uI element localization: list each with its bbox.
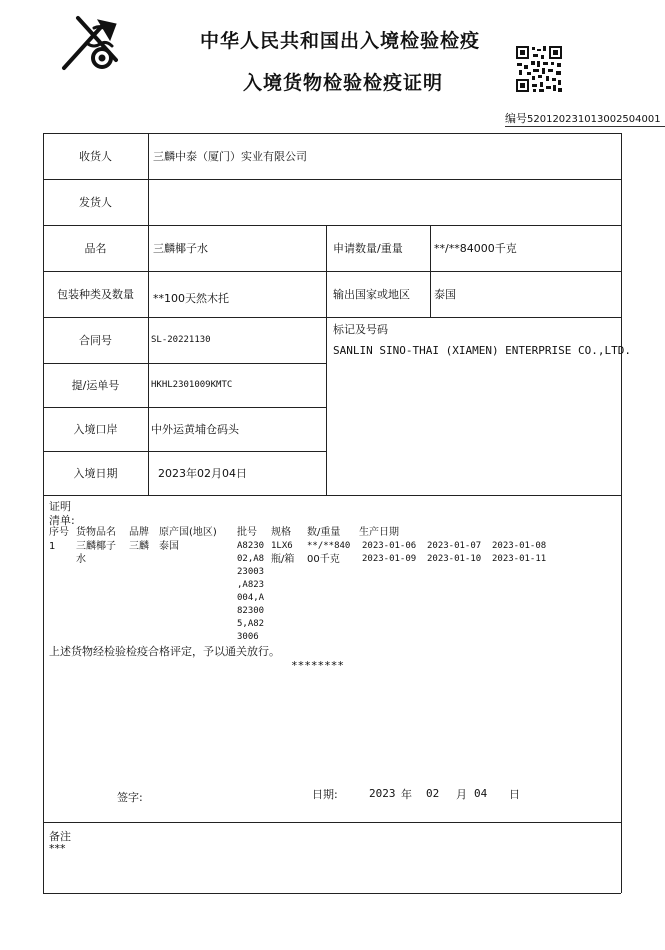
- quantity-label: 申请数量/重量: [333, 242, 403, 255]
- row-batch-line: 5,A82: [237, 619, 265, 629]
- col-name: 货物品名: [76, 527, 116, 538]
- entry-date-label: 入境日期: [73, 467, 118, 480]
- row-qty-line2: 00千克: [307, 554, 340, 565]
- entry-port-value: 中外运黄埔仓码头: [151, 423, 239, 436]
- row-date: 2023-01-06: [362, 541, 417, 551]
- table-row: [49, 540, 619, 650]
- signature-date-label: 日期:: [312, 788, 338, 801]
- goods-name-label: 品名: [84, 242, 107, 255]
- column-divider: [430, 225, 431, 317]
- signature-month-unit: 月: [456, 788, 467, 801]
- ciq-emblem-icon: [58, 14, 130, 76]
- row-qty-line1: **/**840: [307, 541, 351, 551]
- signature-label: 签字:: [117, 791, 143, 804]
- row-batch-line: A8230: [237, 541, 265, 551]
- certification-statement: 上述货物经检验检疫合格评定，予以通关放行。: [49, 645, 280, 658]
- row-divider: [43, 822, 621, 823]
- row-seq: 1: [49, 541, 56, 552]
- cert-no-underline: [505, 126, 665, 127]
- row-date: 2023-01-07: [427, 541, 482, 551]
- consignee-value: 三麟中泰（厦门）实业有限公司: [153, 150, 307, 163]
- signature-year: 2023: [369, 787, 396, 800]
- entry-port-label: 入境口岸: [73, 423, 118, 436]
- col-batch: 批号: [237, 527, 257, 538]
- document-title: 中华人民共和国出入境检验检疫: [200, 30, 481, 52]
- col-prod-date: 生产日期: [359, 527, 399, 538]
- row-name-line1: 三麟椰子: [76, 541, 116, 552]
- row-brand: 三麟: [129, 541, 149, 552]
- signature-day: 04: [474, 787, 488, 800]
- bill-of-lading-label: 提/运单号: [71, 379, 120, 392]
- col-brand: 品牌: [129, 527, 149, 538]
- signature-day-unit: 日: [509, 788, 520, 801]
- col-qty: 数/重量: [307, 527, 341, 538]
- row-name-line2: 水: [76, 554, 86, 565]
- col-spec: 规格: [271, 527, 291, 538]
- marks-value: SANLIN SINO-THAI (XIAMEN) ENTERPRISE CO.,LTD.: [333, 344, 632, 357]
- cert-no-label: 编号: [505, 112, 527, 125]
- table-border-bottom: [43, 893, 621, 894]
- row-origin: 泰国: [159, 541, 179, 552]
- row-batch-line: 02,A8: [237, 554, 265, 564]
- goods-name-value: 三麟椰子水: [153, 242, 208, 255]
- certificate-number: [505, 110, 661, 126]
- row-date: 2023-01-10: [427, 554, 482, 564]
- marks-label: 标记及号码: [333, 323, 388, 336]
- row-date: 2023-01-08: [492, 541, 547, 551]
- row-date: 2023-01-11: [492, 554, 547, 564]
- row-spec-line1: 1LX6: [271, 541, 293, 551]
- document-subtitle: 入境货物检验检疫证明: [243, 72, 444, 94]
- row-batch-line: 004,A: [237, 593, 265, 603]
- column-divider: [326, 225, 327, 495]
- col-seq: 序号: [49, 527, 69, 538]
- signature-year-unit: 年: [401, 788, 412, 801]
- origin-country-label: 输出国家或地区: [333, 288, 410, 301]
- consignor-label: 发货人: [79, 196, 112, 209]
- consignee-label: 收货人: [79, 150, 112, 163]
- quantity-value: **/**84000千克: [434, 242, 517, 255]
- origin-country-value: 泰国: [434, 288, 456, 301]
- row-batch-line: 23003: [237, 567, 265, 577]
- row-batch-line: ,A823: [237, 580, 265, 590]
- signature-month: 02: [426, 787, 440, 800]
- cert-no-value: 520120231013002504001: [527, 114, 661, 125]
- goods-list-header: [49, 526, 619, 540]
- qr-code-icon: [515, 45, 563, 93]
- row-divider: [43, 495, 621, 496]
- row-spec-line2: 瓶/箱: [271, 554, 295, 565]
- certification-title: 证明: [49, 500, 71, 513]
- remarks-label: 备注: [49, 830, 71, 843]
- packing-label: 包装种类及数量: [57, 288, 134, 301]
- bill-of-lading-value: HKHL2301009KMTC: [151, 380, 233, 390]
- column-divider: [148, 133, 149, 495]
- col-origin: 原产国(地区): [159, 527, 217, 538]
- remarks-value: ***: [49, 842, 66, 855]
- row-date: 2023-01-09: [362, 554, 417, 564]
- contract-label: 合同号: [79, 334, 112, 347]
- row-batch-line: 82300: [237, 606, 265, 616]
- contract-value: SL-20221130: [151, 335, 211, 345]
- list-label: 清单:: [49, 514, 75, 527]
- table-border-right: [621, 133, 622, 893]
- entry-date-value: 2023年02月04日: [158, 467, 247, 480]
- packing-value: **100天然木托: [153, 292, 229, 305]
- certification-stars: ********: [291, 659, 344, 672]
- row-batch-line: 3006: [237, 632, 259, 642]
